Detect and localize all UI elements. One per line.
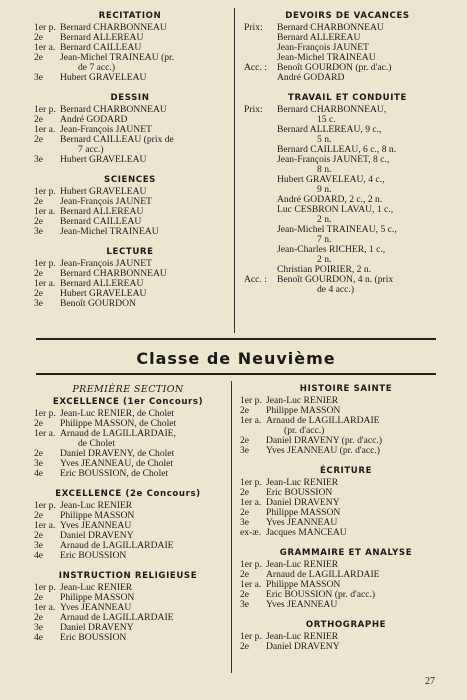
award-rank: 2e — [240, 507, 250, 518]
award-name: Jean-François JAUNET — [60, 196, 152, 207]
award-rank: 3e — [240, 599, 250, 610]
award-name: Hubert GRAVELEAU, 4 c., — [277, 174, 385, 185]
award-name: Eric BOUSSION (pr. d'acc.) — [266, 589, 376, 600]
award-rank: 2e — [34, 52, 44, 63]
award-name: Yves JEANNEAU — [60, 520, 132, 531]
award-heading: DESSIN — [110, 93, 150, 103]
award-name: Bernard ALLEREAU — [60, 32, 144, 43]
award-name: Eric BOUSSION — [60, 550, 127, 561]
award-line — [240, 63, 455, 73]
award-rank: 4e — [34, 550, 44, 561]
award-name: Bernard CHARBONNEAU — [277, 22, 384, 33]
award-rank: 2e — [34, 592, 44, 603]
award-rank: ex-æ. — [240, 527, 262, 538]
column-divider-bottom — [231, 381, 232, 673]
award-rank: 2e — [240, 405, 250, 416]
award-name: Philippe MASSON — [60, 592, 135, 603]
award-rank: 1er a. — [240, 415, 262, 426]
award-name: de 7 acc.) — [78, 62, 116, 73]
section-label: PREMIÈRE SECTION — [72, 384, 184, 395]
award-name: André GODARD — [277, 72, 345, 83]
award-name: Philippe MASSON — [266, 405, 341, 416]
award-name: Philippe MASSON, de Cholet — [60, 418, 177, 429]
award-name: 15 c. — [317, 114, 336, 125]
award-line — [236, 416, 456, 426]
award-name: Luc CESBRON LAVAU, 1 c., — [277, 204, 394, 215]
award-rank: 2e — [34, 288, 44, 299]
award-heading: ORTHOGRAPHE — [305, 620, 387, 630]
award-name: Jean-Luc RENIER, de Cholet — [60, 408, 175, 419]
award-name: Bernard ALLEREAU — [60, 278, 144, 289]
award-rank: 1er p. — [34, 258, 56, 269]
award-name: Jean-François JAUNET — [277, 42, 369, 53]
award-name: Bernard ALLEREAU, 9 c., — [277, 124, 382, 135]
award-rank: 3e — [34, 72, 44, 83]
award-name: de Cholet — [78, 438, 116, 449]
award-rank: 3e — [34, 226, 44, 237]
award-heading: TRAVAIL ET CONDUITE — [288, 93, 407, 103]
award-name: Jacques MANCEAU — [266, 527, 347, 538]
award-rank: 2e — [240, 569, 250, 580]
award-name: Arnaud de LAGILLARDAIE — [60, 612, 174, 623]
award-rank: 2e — [34, 530, 44, 541]
award-rank: 1er p. — [240, 631, 262, 642]
award-name: Bernard ALLEREAU — [277, 32, 361, 43]
award-rank: 1er a. — [240, 579, 262, 590]
award-name: Jean-Michel TRAINEAU (pr. — [60, 52, 175, 63]
award-name: Bernard CAILLEAU, 6 c., 8 n. — [277, 144, 397, 155]
block-gap — [236, 456, 456, 465]
award-name: 2 n. — [317, 214, 332, 225]
award-name: Jean-Luc RENIER — [266, 477, 339, 488]
award-name: André GODARD — [60, 114, 128, 125]
award-rank: 1er p. — [34, 104, 56, 115]
award-line — [240, 285, 455, 295]
award-line — [236, 642, 456, 652]
award-rank: 2e — [34, 510, 44, 521]
award-name: Bernard CHARBONNEAU — [60, 268, 167, 279]
award-rank: 1er p. — [34, 582, 56, 593]
award-name: Hubert GRAVELEAU — [60, 72, 147, 83]
award-name: Arnaud de LAGILLARDAIE — [266, 415, 380, 426]
award-name: Christian POIRIER, 2 n. — [277, 264, 372, 275]
award-rank: 3e — [34, 540, 44, 551]
award-line — [236, 446, 456, 456]
award-rank: 3e — [34, 154, 44, 165]
award-name: Benoît GOURDON (pr. d'ac.) — [277, 62, 392, 73]
award-name: Yves JEANNEAU (pr. d'acc.) — [266, 445, 380, 456]
class-title: Classe de Neuvième — [136, 349, 336, 368]
award-rank: 1er a. — [34, 42, 56, 53]
award-heading: DEVOIRS DE VACANCES — [285, 11, 410, 21]
award-rank: 1er a. — [34, 428, 56, 439]
award-rank: 2e — [240, 487, 250, 498]
award-name: Philippe MASSON — [266, 579, 341, 590]
bottom-right-column — [236, 383, 456, 652]
award-heading: HISTOIRE SAINTE — [299, 384, 393, 394]
block-gap — [236, 538, 456, 547]
award-rank: 1er p. — [34, 408, 56, 419]
award-name: Jean-Luc RENIER — [266, 559, 339, 570]
award-rank: 2e — [34, 134, 44, 145]
award-name: 5 n. — [317, 134, 332, 145]
award-name: André GODARD, 2 c., 2 n. — [277, 194, 383, 205]
award-name: Yves JEANNEAU, de Cholet — [60, 458, 174, 469]
award-name: (pr. d'acc.) — [284, 425, 325, 436]
award-line — [30, 227, 230, 237]
award-name: Hubert GRAVELEAU — [60, 288, 147, 299]
award-line — [30, 53, 230, 63]
award-line — [240, 105, 455, 115]
award-name: Benoît GOURDON, 4 n. (prix — [277, 274, 394, 285]
bottom-left-blocks — [30, 396, 226, 643]
award-name: Bernard CAILLEAU — [60, 42, 142, 53]
award-name: Eric BOUSSION, de Cholet — [60, 468, 169, 479]
award-name: Hubert GRAVELEAU — [60, 186, 147, 197]
award-rank: 1er p. — [34, 500, 56, 511]
section-rule-bottom — [36, 373, 436, 375]
top-right-column — [240, 10, 455, 295]
award-line — [30, 469, 226, 479]
award-rank: 2e — [34, 448, 44, 459]
block-gap — [30, 479, 226, 488]
award-rank: 3e — [34, 458, 44, 469]
award-name: Daniel DRAVENY — [60, 530, 134, 541]
award-name: Jean-François JAUNET, 8 c., — [277, 154, 390, 165]
award-rank: 3e — [240, 445, 250, 456]
award-name: Daniel DRAVENY — [266, 641, 340, 652]
award-name: Jean-Luc RENIER — [60, 500, 133, 511]
award-rank: 2e — [34, 196, 44, 207]
award-line — [240, 205, 455, 215]
award-rank: 2e — [34, 418, 44, 429]
award-name: Benoît GOURDON — [60, 298, 136, 309]
award-name: 9 n. — [317, 184, 332, 195]
award-rank: 3e — [34, 298, 44, 309]
award-rank: 2e — [34, 114, 44, 125]
award-name: Philippe MASSON — [266, 507, 341, 518]
award-heading: INSTRUCTION RELIGIEUSE — [58, 571, 198, 581]
award-line — [236, 600, 456, 610]
award-heading: ÉCRITURE — [319, 466, 373, 476]
block-gap — [240, 83, 455, 92]
award-heading: EXCELLENCE (1er Concours) — [52, 397, 204, 407]
award-name: Jean-Luc RENIER — [60, 582, 133, 593]
block-gap — [236, 610, 456, 619]
award-name: Bernard CHARBONNEAU — [60, 22, 167, 33]
award-line — [30, 551, 226, 561]
block-gap — [30, 237, 230, 246]
award-rank: 1er p. — [240, 395, 262, 406]
award-line — [30, 633, 226, 643]
award-name: Jean-François JAUNET — [60, 124, 152, 135]
award-line — [240, 125, 455, 135]
award-rank: 1er p. — [34, 186, 56, 197]
award-line — [240, 73, 455, 83]
award-name: Jean-Michel TRAINEAU — [60, 226, 159, 237]
award-rank: 1er a. — [34, 520, 56, 531]
block-gap — [30, 561, 226, 570]
award-name: 8 n. — [317, 164, 332, 175]
award-rank: 4e — [34, 632, 44, 643]
award-rank: Acc. : — [244, 62, 267, 73]
award-name: Yves JEANNEAU — [60, 602, 132, 613]
award-line — [30, 155, 230, 165]
award-heading: LECTURE — [106, 247, 154, 257]
award-line — [30, 73, 230, 83]
block-gap — [30, 83, 230, 92]
award-name: Jean-Luc RENIER — [266, 395, 339, 406]
award-rank: 1er a. — [34, 602, 56, 613]
award-name: Eric BOUSSION — [60, 632, 127, 643]
award-name: Arnaud de LAGILLARDAIE, — [60, 428, 176, 439]
award-line — [240, 175, 455, 185]
award-name: Hubert GRAVELEAU — [60, 154, 147, 165]
award-name: Jean-Charles RICHER, 1 c., — [277, 244, 386, 255]
award-rank: 1er p. — [240, 477, 262, 488]
award-name: Bernard CHARBONNEAU — [60, 104, 167, 115]
top-left-column — [30, 10, 230, 309]
award-line — [236, 528, 456, 538]
award-name: 7 acc.) — [78, 144, 104, 155]
award-rank: 1er a. — [240, 497, 262, 508]
section-rule-top — [36, 338, 436, 340]
award-rank: 1er a. — [34, 124, 56, 135]
award-heading: RECITATION — [98, 11, 162, 21]
page-number: 27 — [425, 676, 435, 687]
award-line — [30, 299, 230, 309]
award-name: Daniel DRAVENY — [266, 497, 340, 508]
award-rank: Prix: — [244, 104, 263, 115]
award-name: Jean-Michel TRAINEAU, 5 c., — [277, 224, 397, 235]
award-name: Yves JEANNEAU — [266, 599, 338, 610]
award-name: Eric BOUSSION — [266, 487, 333, 498]
award-line — [240, 245, 455, 255]
award-rank: 1er p. — [240, 559, 262, 570]
award-rank: 2e — [34, 216, 44, 227]
award-rank: 1er a. — [34, 206, 56, 217]
award-rank: 3e — [240, 517, 250, 528]
award-rank: 3e — [34, 622, 44, 633]
award-line — [30, 135, 230, 145]
award-name: Jean-Michel TRAINEAU — [277, 52, 376, 63]
award-name: de 4 acc.) — [317, 284, 355, 295]
award-name: Philippe MASSON — [60, 510, 135, 521]
award-name: Arnaud de LAGILLARDAIE — [266, 569, 380, 580]
award-rank: 2e — [240, 641, 250, 652]
award-rank: 4e — [34, 468, 44, 479]
award-name: Jean-François JAUNET — [60, 258, 152, 269]
award-rank: 2e — [34, 612, 44, 623]
award-line — [30, 429, 226, 439]
award-rank: 2e — [240, 589, 250, 600]
award-rank: 2e — [240, 435, 250, 446]
award-name: Daniel DRAVENY, de Cholet — [60, 448, 175, 459]
award-name: Bernard CAILLEAU — [60, 216, 142, 227]
award-rank: Acc. : — [244, 274, 267, 285]
award-name: Arnaud de LAGILLARDAIE — [60, 540, 174, 551]
award-name: Jean-Luc RENIER — [266, 631, 339, 642]
award-rank: 1er a. — [34, 278, 56, 289]
award-name: Daniel DRAVENY — [60, 622, 134, 633]
award-name: Bernard CHARBONNEAU, — [277, 104, 387, 115]
award-name: Yves JEANNEAU — [266, 517, 338, 528]
award-name: Daniel DRAVENY (pr. d'acc.) — [266, 435, 383, 446]
award-line — [240, 155, 455, 165]
award-name: Bernard CAILLEAU (prix de — [60, 134, 174, 145]
award-line — [240, 225, 455, 235]
award-heading: SCIENCES — [104, 175, 156, 185]
award-heading: EXCELLENCE (2e Concours) — [55, 489, 201, 499]
award-name: 7 n. — [317, 234, 332, 245]
award-rank: 2e — [34, 268, 44, 279]
award-rank: Prix: — [244, 22, 263, 33]
award-heading: GRAMMAIRE ET ANALYSE — [279, 548, 413, 558]
award-rank: 1er p. — [34, 22, 56, 33]
award-rank: 2e — [34, 32, 44, 43]
award-name: Bernard ALLEREAU — [60, 206, 144, 217]
award-name: 2 n. — [317, 254, 332, 265]
column-divider — [234, 8, 235, 333]
block-gap — [30, 165, 230, 174]
bottom-left-column — [30, 383, 226, 643]
